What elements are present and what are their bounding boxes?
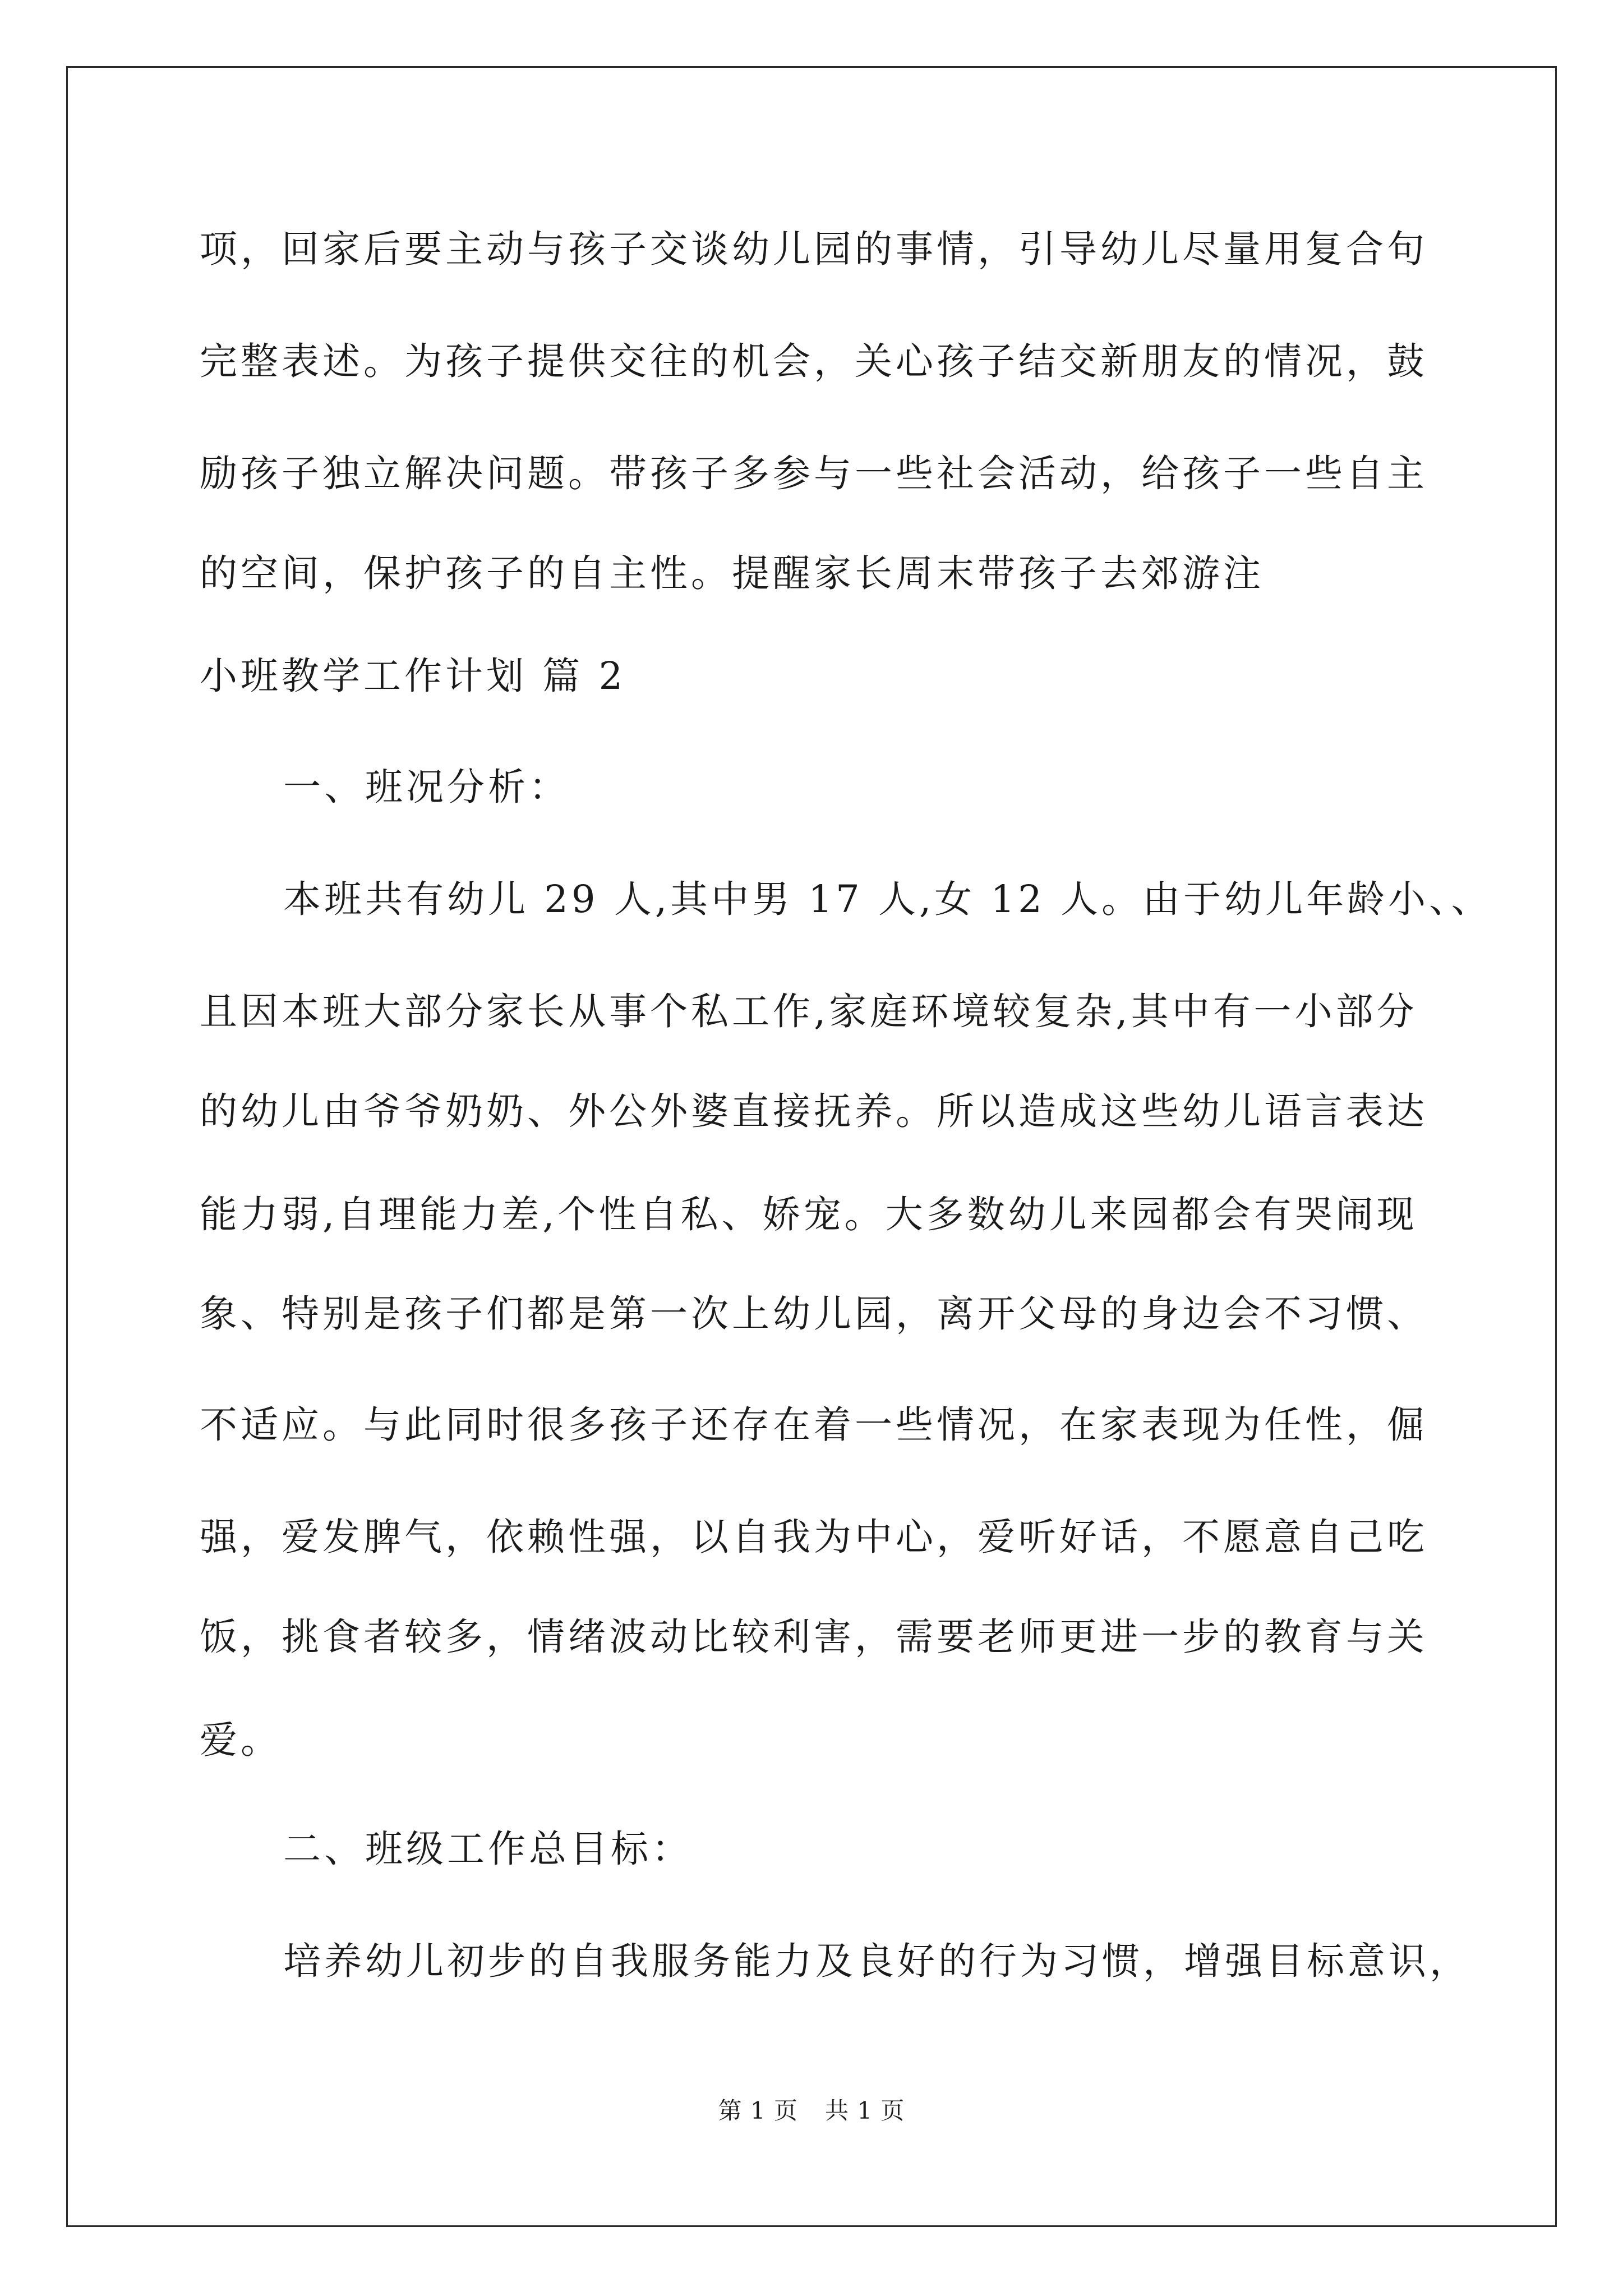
page-footer: [0, 2097, 1623, 2125]
page-number: 第 1 页: [718, 2097, 798, 2124]
paragraph-line: 不适应。与此同时很多孩子还存在着一些情况，在家表现为任性，倔: [200, 1403, 1428, 1447]
paragraph-line: 本班共有幼儿 29 人,其中男 17 人,女 12 人。由于幼儿年龄小、、: [283, 877, 1492, 921]
paragraph-line: 强，爱发脾气，依赖性强，以自我为中心，爱听好话，不愿意自己吃: [200, 1515, 1428, 1559]
page-border: [66, 66, 1557, 2227]
heading-class-goals: 二、班级工作总目标：: [283, 1827, 693, 1871]
paragraph-line: 爱。: [200, 1718, 282, 1762]
paragraph-line: 完整表述。为孩子提供交往的机会，关心孩子结交新朋友的情况，鼓: [200, 339, 1428, 383]
paragraph-line: 象、特别是孩子们都是第一次上幼儿园，离开父母的身边会不习惯、: [200, 1292, 1428, 1336]
paragraph-line: 励孩子独立解决问题。带孩子多参与一些社会活动，给孩子一些自主: [200, 452, 1428, 495]
page-total: 共 1 页: [825, 2097, 905, 2124]
heading-class-analysis: 一、班况分析：: [283, 765, 570, 809]
paragraph-line: 且因本班大部分家长从事个私工作,家庭环境较复杂,其中有一小部分: [200, 990, 1418, 1033]
section-title: 小班教学工作计划 篇 2: [200, 654, 626, 698]
paragraph-line: 能力弱,自理能力差,个性自私、娇宠。大多数幼儿来园都会有哭闹现: [200, 1193, 1418, 1236]
paragraph-line: 的空间，保护孩子的自主性。提醒家长周末带孩子去郊游注: [200, 551, 1264, 595]
paragraph-line: 的幼儿由爷爷奶奶、外公外婆直接抚养。所以造成这些幼儿语言表达: [200, 1089, 1428, 1133]
paragraph-line: 培养幼儿初步的自我服务能力及良好的行为习惯，增强目标意识，: [283, 1939, 1470, 1983]
paragraph-line: 项，回家后要主动与孩子交谈幼儿园的事情，引导幼儿尽量用复合句: [200, 227, 1428, 271]
paragraph-line: 饭，挑食者较多，情绪波动比较利害，需要老师更进一步的教育与关: [200, 1615, 1428, 1659]
